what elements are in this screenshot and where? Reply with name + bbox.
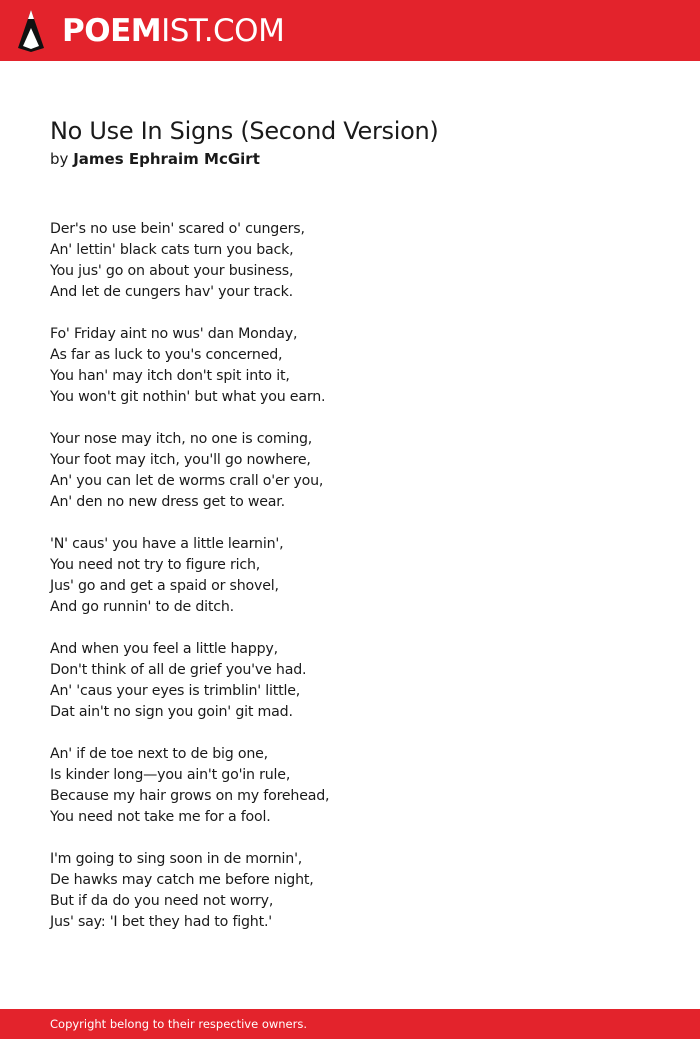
poem-line: Dat ain't no sign you goin' git mad.: [50, 704, 293, 720]
poem-line: You won't git nothin' but what you earn.: [50, 389, 326, 405]
author-name[interactable]: James Ephraim McGirt: [73, 150, 260, 168]
poem-title: No Use In Signs (Second Version): [50, 117, 439, 145]
poem-line: An' 'caus your eyes is trimblin' little,: [50, 683, 301, 699]
copyright-text: Copyright belong to their respective owners.: [50, 1017, 308, 1031]
pencil-icon[interactable]: [18, 10, 44, 52]
byline: [50, 148, 260, 170]
stanza: [50, 534, 650, 618]
site-logo[interactable]: [62, 11, 284, 51]
poem-line: An' den no new dress get to wear.: [50, 494, 285, 510]
poem-line: De hawks may catch me before night,: [50, 872, 314, 888]
poem-line: Der's no use bein' scared o' cungers,: [50, 221, 305, 237]
poem-line: And let de cungers hav' your track.: [50, 284, 293, 300]
poem-line: Because my hair grows on my forehead,: [50, 788, 330, 804]
poem-line: Is kinder long—you ain't go'in rule,: [50, 767, 291, 783]
poem-line: 'N' caus' you have a little learnin',: [50, 536, 284, 552]
stanza: [50, 744, 650, 828]
logo-text-bold: POEM: [62, 13, 162, 49]
poem-line: Don't think of all de grief you've had.: [50, 662, 307, 678]
poem-line: Fo' Friday aint no wus' dan Monday,: [50, 326, 298, 342]
poem-line: You need not take me for a fool.: [50, 809, 271, 825]
poem-line: Jus' go and get a spaid or shovel,: [50, 578, 279, 594]
poem-line: Your nose may itch, no one is coming,: [50, 431, 313, 447]
poem-line: And when you feel a little happy,: [50, 641, 278, 657]
poem-line: And go runnin' to de ditch.: [50, 599, 234, 615]
stanza: [50, 639, 650, 723]
poem-line: But if da do you need not worry,: [50, 893, 274, 909]
poem-line: An' you can let de worms crall o'er you,: [50, 473, 324, 489]
poem-line: You need not try to figure rich,: [50, 557, 261, 573]
stanza: [50, 849, 650, 933]
site-header: [0, 0, 700, 61]
poem-line: Your foot may itch, you'll go nowhere,: [50, 452, 311, 468]
poem-line: As far as luck to you's concerned,: [50, 347, 283, 363]
stanza: [50, 219, 650, 303]
stanza: [50, 429, 650, 513]
poem-line: You jus' go on about your business,: [50, 263, 294, 279]
poem-line: An' lettin' black cats turn you back,: [50, 242, 294, 258]
poem-line: Jus' say: 'I bet they had to fight.': [50, 914, 272, 930]
by-label: by: [50, 150, 69, 168]
site-footer: [0, 1009, 700, 1039]
poem-line: An' if de toe next to de big one,: [50, 746, 268, 762]
logo-text-light: IST.COM: [161, 13, 285, 49]
poem-line: I'm going to sing soon in de mornin',: [50, 851, 303, 867]
poem-body: [50, 219, 650, 954]
poem-line: You han' may itch don't spit into it,: [50, 368, 290, 384]
stanza: [50, 324, 650, 408]
